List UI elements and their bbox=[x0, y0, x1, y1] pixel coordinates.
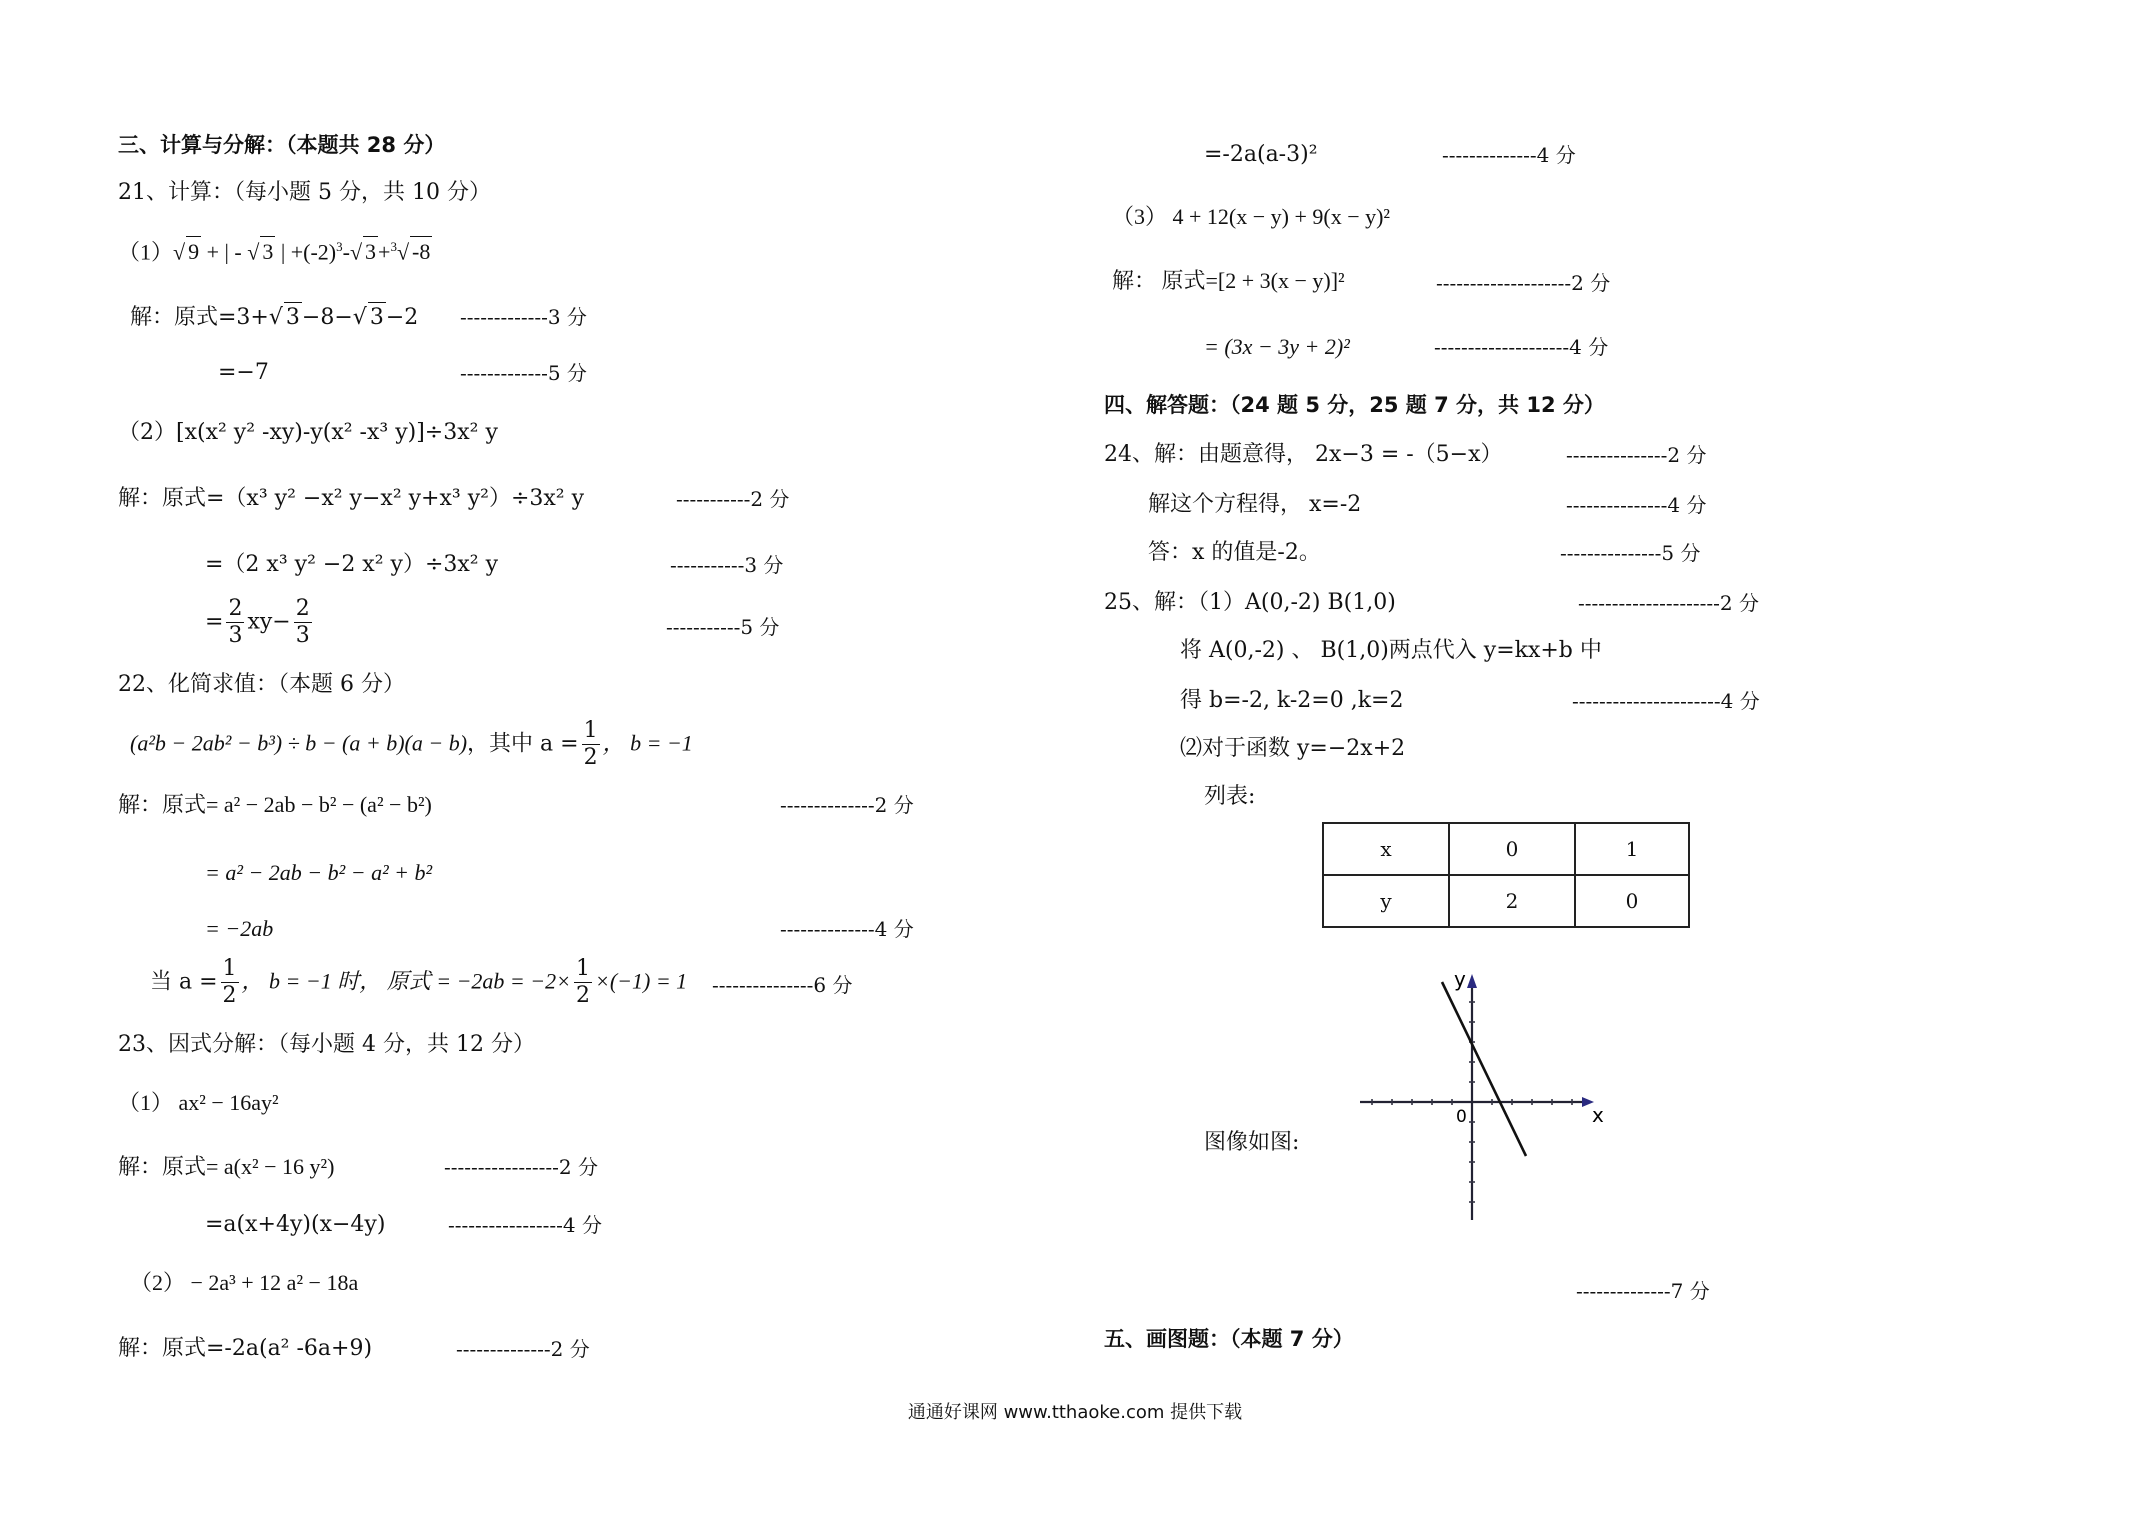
q21-1-sol-e: −2 bbox=[385, 305, 419, 330]
origin-label: 0 bbox=[1456, 1107, 1467, 1127]
q21-2-frac2-den: 3 bbox=[295, 623, 310, 648]
q21-2-solution-2: =（2 x³ y² −2 x² y）÷3x² y bbox=[205, 552, 499, 577]
table-cell: 2 bbox=[1449, 875, 1575, 927]
q21-1-label: （1） bbox=[118, 239, 174, 265]
q22-sol4-b: ， b = −1 时， 原式 = −2ab = −2× bbox=[241, 968, 571, 994]
q21-2-frac1-den: 3 bbox=[228, 623, 243, 648]
function-graph bbox=[1350, 960, 1610, 1220]
q22-sol4-frac1-den: 2 bbox=[222, 983, 237, 1008]
q22-sol4-fraction-2 bbox=[574, 956, 592, 1009]
q22-score-3: --------------4 分 bbox=[780, 917, 914, 941]
q22-sol4-fraction-1 bbox=[221, 956, 239, 1009]
q22-score-1: --------------2 分 bbox=[780, 793, 914, 817]
q22-solution-3: = −2ab bbox=[205, 916, 274, 941]
q22-expr-b: ，其中 a = bbox=[467, 731, 579, 757]
q21-1-h: + bbox=[378, 239, 391, 265]
q22-sol4-c: ×(−1) = 1 bbox=[594, 968, 688, 994]
footer-credit: 通通好课网 www.tthaoke.com 提供下载 bbox=[907, 1402, 1243, 1423]
q21-title: 21、计算：（每小题 5 分，共 10 分） bbox=[118, 180, 491, 205]
table-cell: 1 bbox=[1575, 823, 1689, 875]
q21-2-expression: （2）[x(x² y² -xy)-y(x² -x³ y)]÷3x² y bbox=[118, 420, 498, 445]
q24-score-3: ---------------5 分 bbox=[1560, 541, 1701, 565]
table-cell: x bbox=[1323, 823, 1449, 875]
q21-1-i: 3 bbox=[390, 239, 397, 254]
q21-2-fraction-2 bbox=[294, 596, 312, 649]
q22-title: 22、化简求值：（本题 6 分） bbox=[118, 672, 405, 697]
q25-line-2: 将 A(0,-2) 、 B(1,0)两点代入 y=kx+b 中 bbox=[1180, 638, 1602, 663]
q21-1-b: + | - bbox=[206, 239, 242, 265]
q23-1-score-1: -----------------2 分 bbox=[444, 1155, 598, 1179]
q21-1-sol-c: −8− bbox=[301, 305, 353, 330]
q25-line-1: 25、解：（1）A(0,-2) B(1,0) bbox=[1104, 590, 1396, 615]
q23-2-score-1: --------------2 分 bbox=[456, 1337, 590, 1361]
graph-label: 图像如图: bbox=[1204, 1130, 1300, 1155]
q21-1-a: 9 bbox=[186, 236, 201, 267]
q22-solution-1: 解：原式= a² − 2ab − b² − (a² − b²) bbox=[118, 792, 432, 817]
q21-1-j: -8 bbox=[410, 236, 432, 267]
q21-1-score-2: -------------5 分 bbox=[460, 361, 587, 385]
q23-2-solution-2: =-2a(a-3)² bbox=[1204, 142, 1318, 167]
q21-2-solution-3 bbox=[205, 596, 315, 649]
value-table bbox=[1322, 822, 1690, 928]
q23-1-solution-1: 解：原式= a(x² − 16 y²) bbox=[118, 1154, 335, 1179]
q23-1-score-2: -----------------4 分 bbox=[448, 1213, 602, 1237]
q23-2-score-2: --------------4 分 bbox=[1442, 143, 1576, 167]
q21-1-g: 3 bbox=[363, 236, 378, 267]
q23-3-score-1: --------------------2 分 bbox=[1436, 271, 1611, 295]
q24-line-2: 解这个方程得， x=-2 bbox=[1148, 492, 1362, 517]
q21-1-solution-2: =−7 bbox=[218, 360, 269, 385]
q22-fraction bbox=[582, 718, 600, 771]
q21-1-sol-a: 解：原式=3+ bbox=[130, 305, 269, 330]
q22-sol4-frac2-num: 1 bbox=[575, 956, 590, 981]
q25-line-3: 得 b=-2, k-2=0 ,k=2 bbox=[1180, 688, 1404, 713]
q23-3-solution-1: 解： 原式=[2 + 3(x − y)]² bbox=[1112, 268, 1345, 293]
q22-expr-a: (a²b − 2ab² − b³) ÷ b − (a + b)(a − b) bbox=[130, 730, 468, 756]
q21-2-frac2-num: 2 bbox=[295, 596, 310, 621]
q21-1-c: 3 bbox=[260, 236, 275, 267]
q21-2-score-3: -----------5 分 bbox=[666, 615, 780, 639]
section-4-title: 四、解答题：（24 题 5 分，25 题 7 分，共 12 分） bbox=[1104, 393, 1605, 417]
section-3-title: 三、计算与分解：（本题共 28 分） bbox=[118, 133, 446, 157]
q23-3-score-2: --------------------4 分 bbox=[1434, 335, 1609, 359]
q22-sol4-a: 当 a = bbox=[150, 969, 218, 995]
q21-1-f: - bbox=[342, 239, 350, 265]
q24-line-3: 答：x 的值是-2。 bbox=[1148, 540, 1321, 565]
q21-1-sol-b: 3 bbox=[284, 302, 302, 333]
q21-1-solution-1: 解：原式=3+√ 3−8−√ 3−2 bbox=[130, 302, 418, 333]
q24-score-2: ---------------4 分 bbox=[1566, 493, 1707, 517]
q22-sol4-frac1-num: 1 bbox=[222, 956, 237, 981]
q22-frac-num: 1 bbox=[583, 718, 598, 743]
q22-expression bbox=[130, 718, 693, 771]
q22-score-4: ---------------6 分 bbox=[712, 973, 853, 997]
table-cell: y bbox=[1323, 875, 1449, 927]
q22-frac-den: 2 bbox=[583, 745, 598, 770]
q23-2-solution-1: 解：原式=-2a(a² -6a+9) bbox=[118, 1336, 373, 1361]
q21-1-d: | +(-2) bbox=[280, 239, 337, 265]
table-row bbox=[1323, 823, 1689, 875]
q21-1-sol-d: 3 bbox=[368, 302, 386, 333]
q21-2-score-1: -----------2 分 bbox=[676, 487, 790, 511]
q23-2-expression: （2） − 2a³ + 12 a² − 18a bbox=[130, 1270, 359, 1295]
q21-2-fraction-1 bbox=[226, 596, 244, 649]
q23-3-expression: （3） 4 + 12(x − y) + 9(x − y)² bbox=[1112, 204, 1391, 229]
q21-2-score-2: -----------3 分 bbox=[670, 553, 784, 577]
q21-1-e: 3 bbox=[336, 239, 343, 254]
y-axis-arrow bbox=[1467, 974, 1477, 988]
axis-y-label: y bbox=[1454, 967, 1466, 991]
q24-line-1: 24、解：由题意得， 2x−3 = -（5−x） bbox=[1104, 442, 1503, 467]
q22-solution-2: = a² − 2ab − b² − a² + b² bbox=[205, 860, 433, 885]
q25-score-1: ---------------------2 分 bbox=[1578, 591, 1759, 615]
q23-1-expression: （1） ax² − 16ay² bbox=[118, 1090, 279, 1115]
q22-expr-c: ， b = −1 bbox=[602, 730, 693, 756]
q21-2-frac1-num: 2 bbox=[228, 596, 243, 621]
q21-1-score-1: -------------3 分 bbox=[460, 305, 587, 329]
q21-2-sol3-eq: = bbox=[205, 609, 224, 635]
q21-2-sol3-mid: xy− bbox=[247, 609, 291, 635]
table-cell: 0 bbox=[1449, 823, 1575, 875]
q21-2-solution-1: 解：原式=（x³ y² −x² y−x² y+x³ y²）÷3x² y bbox=[118, 486, 585, 511]
table-cell: 0 bbox=[1575, 875, 1689, 927]
q25-score-7: --------------7 分 bbox=[1576, 1279, 1710, 1303]
function-line bbox=[1442, 982, 1526, 1156]
q25-line-4: ⑵对于函数 y=−2x+2 bbox=[1180, 736, 1406, 761]
section-5-title: 五、画图题：（本题 7 分） bbox=[1104, 1327, 1354, 1351]
q24-score-1: ---------------2 分 bbox=[1566, 443, 1707, 467]
q23-1-solution-2: =a(x+4y)(x−4y) bbox=[205, 1212, 386, 1237]
q25-line-5: 列表: bbox=[1204, 784, 1256, 809]
q21-1-expression: （1）√ 9 + | - √ 3 | $+(-2)^3-√$ 3+$^3$√ -8 bbox=[118, 232, 432, 267]
axis-x-label: x bbox=[1592, 1103, 1604, 1127]
q22-sol4-frac2-den: 2 bbox=[575, 983, 590, 1008]
table-row bbox=[1323, 875, 1689, 927]
q23-title: 23、因式分解：（每小题 4 分，共 12 分） bbox=[118, 1032, 535, 1057]
q23-3-solution-2: = (3x − 3y + 2)² bbox=[1204, 334, 1350, 359]
q22-solution-4 bbox=[150, 956, 687, 1009]
q25-score-3: ----------------------4 分 bbox=[1572, 689, 1760, 713]
